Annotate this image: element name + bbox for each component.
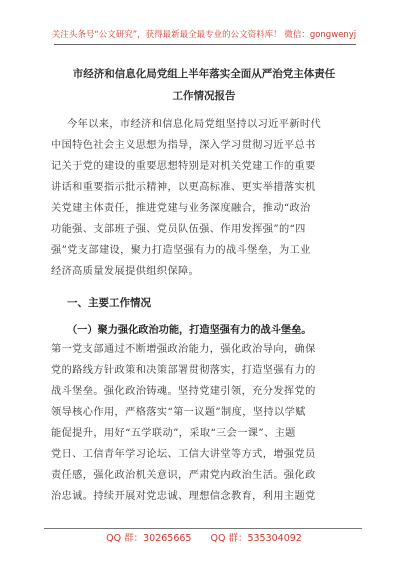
header-promo-note: 关注头条号“公文研究”，获得最新最全最专业的公文资料库！ 微信：gongwenyj — [51, 30, 357, 40]
intro-paragraph-line: 关党建主体责任，推进党建与业务深度融合，推动“政治 — [51, 203, 311, 214]
footer-qq-groups: QQ 群：30265665 QQ 群：535304092 — [106, 533, 302, 544]
intro-paragraph-line: 功能强、支部班子强、党员队伍强、作用发挥强”的“四 — [51, 224, 306, 235]
intro-paragraph-line: 中国特色社会主义思想为指导，深入学习贯彻习近平总书 — [51, 140, 316, 151]
intro-paragraph-line: 记关于党的建设的重要思想特别是对机关党建工作的重要 — [51, 161, 316, 172]
section-paragraph-line: 第一党支部通过不断增强政治能力，强化政治导向，确保 — [51, 344, 316, 355]
intro-paragraph-line: 强”党支部建设，聚力打造坚强有力的战斗堡垒，为工业 — [51, 245, 311, 256]
document-title-line-1: 市经济和信息化局党组上半年落实全面从严治党主体责任 — [72, 68, 336, 80]
section-paragraph-line: 战斗堡垒。强化政治铸魂。坚持党建引领，充分发挥党的 — [51, 386, 316, 397]
document-title-line-2: 工作情况报告 — [172, 90, 236, 102]
subsection-heading-1: （一）聚力强化政治功能，打造坚强有力的战斗堡垒。 — [67, 325, 312, 336]
section-paragraph-line: 领导核心作用，严格落实“第一议题”制度，坚持以学赋 — [51, 407, 306, 418]
section-paragraph-line: 党日、工信青年学习论坛、工信大讲堂等方式，增强党员 — [51, 449, 316, 460]
section-heading-main-work: 一、主要工作情况 — [67, 297, 151, 309]
section-paragraph-line: 治忠诚。持续开展对党忠诚、理想信念教育，利用主题党 — [51, 491, 316, 502]
intro-paragraph-line: 经济高质量发展提供组织保障。 — [51, 266, 200, 277]
footer-divider — [44, 528, 362, 529]
header-divider — [54, 44, 356, 45]
intro-paragraph-line: 讲话和重要指示批示精神，以更高标准、更实举措落实机 — [51, 182, 316, 193]
intro-paragraph-line: 今年以来，市经济和信息化局党组坚持以习近平新时代 — [67, 119, 322, 130]
section-paragraph-line: 党的路线方针政策和决策部署贯彻落实，打造坚强有力的 — [51, 365, 316, 376]
section-paragraph-line: 能促提升，用好“五学联动”，采取“三会一课”、主题 — [51, 428, 296, 439]
section-paragraph-line: 责任感，强化政治机关意识，严肃党内政治生活。强化政 — [51, 470, 316, 481]
